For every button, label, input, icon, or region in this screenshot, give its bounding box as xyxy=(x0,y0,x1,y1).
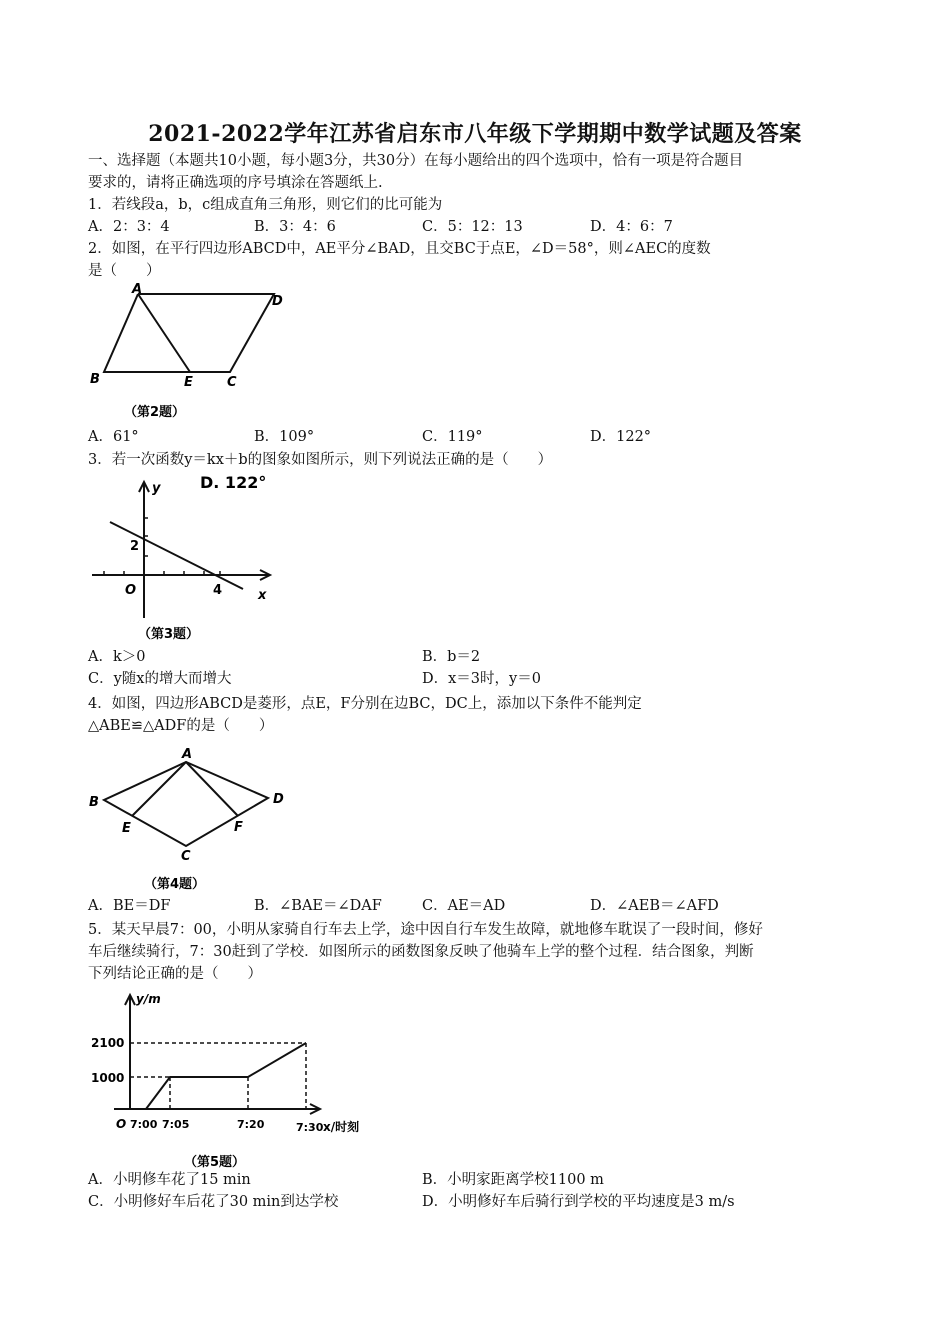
q2-stem-cont: 是（ ） xyxy=(88,263,161,279)
q4-option-d: D．∠AEB＝∠AFD xyxy=(590,898,719,914)
q1-option-a: A．2：3：4 xyxy=(88,219,170,235)
q2-option-c: C．119° xyxy=(422,429,483,445)
q4-label-c: C xyxy=(181,849,191,864)
q4-label-d: D xyxy=(273,792,284,807)
q2-option-d: D．122° xyxy=(590,429,652,445)
q5-option-d: D．小明修好车后骑行到学校的平均速度是3 m/s xyxy=(422,1194,735,1210)
q5-distance-time-figure xyxy=(80,985,380,1170)
q4-label-e: E xyxy=(122,821,131,836)
section-heading: 一、选择题（本题共10小题，每小题3分，共30分）在每小题给出的四个选项中，恰有一项是符合题目 xyxy=(88,153,744,169)
q5-x-axis-label: x/时刻 xyxy=(323,1120,360,1134)
q3-axis-y-label: y xyxy=(152,481,161,496)
q2-parallelogram-figure xyxy=(80,280,310,425)
q2-label-e: E xyxy=(184,375,193,390)
q3-option-b: B．b＝2 xyxy=(422,649,481,665)
q1-option-b: B．3：4：6 xyxy=(254,219,336,235)
q2-label-d: D xyxy=(272,294,283,309)
q1-option-d: D．4：6：7 xyxy=(590,219,673,235)
q4-label-b: B xyxy=(89,795,99,810)
q5-option-a: A．小明修车花了15 min xyxy=(88,1172,251,1188)
q3-y-intercept-label: 2 xyxy=(130,539,140,554)
q3-origin-label: O xyxy=(125,583,137,598)
q3-linear-function-figure xyxy=(80,470,280,645)
q5-x-tick-705: 7:05 xyxy=(162,1118,190,1131)
q5-stem-cont1: 车后继续骑行，7：30赶到了学校．如图所示的函数图象反映了他骑车上学的整个过程．结合图象，判断 xyxy=(88,944,754,960)
q2-stem: 2．如图，在平行四边形ABCD中，AE平分∠BAD，且交BC于点E，∠D＝58°，则∠AEC的度数 xyxy=(88,241,711,257)
q5-origin-label: O xyxy=(116,1117,127,1131)
q4-option-b: B．∠BAE＝∠DAF xyxy=(254,898,382,914)
page-title: 2021-2022学年江苏省启东市八年级下学期期中数学试题及答案 xyxy=(148,121,802,147)
q2-label-a: A xyxy=(132,282,143,297)
q3-stem: 3．若一次函数y＝kx＋b的图象如图所示，则下列说法正确的是（ ） xyxy=(88,452,553,468)
q3-overlay-text: D. 122° xyxy=(200,473,267,492)
q4-rhombus-figure xyxy=(80,740,310,895)
q5-stem-cont2: 下列结论正确的是（ ） xyxy=(88,966,262,982)
q5-x-tick-720: 7:20 xyxy=(237,1118,265,1131)
q2-caption: （第2题） xyxy=(124,405,186,420)
q5-x-tick-700: 7:00 xyxy=(130,1118,158,1131)
q3-x-intercept-label: 4 xyxy=(213,583,223,598)
q3-option-d: D．x＝3时，y＝0 xyxy=(422,671,541,687)
q5-option-b: B．小明家距离学校1100 m xyxy=(422,1172,604,1188)
q5-x-tick-730: 7:30 xyxy=(296,1121,324,1134)
q4-caption: （第4题） xyxy=(144,877,206,892)
q5-stem: 5．某天早晨7：00，小明从家骑自行车去上学，途中因自行车发生故障，就地修车耽误了一段时间，修好 xyxy=(88,922,763,938)
q3-axis-x-label: x xyxy=(258,588,267,603)
q4-option-c: C．AE＝AD xyxy=(422,898,506,914)
q1-option-c: C．5：12：13 xyxy=(422,219,523,235)
q4-stem-cont: △ABE≌△ADF的是（ ） xyxy=(88,718,274,734)
q4-stem: 4．如图，四边形ABCD是菱形，点E，F分别在边BC，DC上，添加以下条件不能判定 xyxy=(88,696,642,712)
q2-option-b: B．109° xyxy=(254,429,315,445)
q1-stem: 1．若线段a，b，c组成直角三角形，则它们的比可能为 xyxy=(88,197,443,213)
q5-y-tick-2100: 2100 xyxy=(91,1036,125,1050)
q2-label-c: C xyxy=(227,375,237,390)
q3-caption: （第3题） xyxy=(138,627,200,642)
q3-option-a: A．k＞0 xyxy=(88,649,146,665)
q5-y-tick-1000: 1000 xyxy=(91,1071,125,1085)
q4-label-f: F xyxy=(234,820,243,835)
q3-function-line xyxy=(110,522,243,589)
q5-caption: （第5题） xyxy=(184,1155,246,1170)
q4-label-a: A xyxy=(182,747,193,762)
q5-option-c: C．小明修好车后花了30 min到达学校 xyxy=(88,1194,339,1210)
q2-option-a: A．61° xyxy=(88,429,139,445)
q5-y-axis-label: y/m xyxy=(136,992,161,1006)
q2-label-b: B xyxy=(90,372,100,387)
q3-option-c: C．y随x的增大而增大 xyxy=(88,671,232,687)
q4-option-a: A．BE＝DF xyxy=(88,898,171,914)
section-heading-cont: 要求的，请将正确选项的序号填涂在答题纸上. xyxy=(88,175,383,191)
